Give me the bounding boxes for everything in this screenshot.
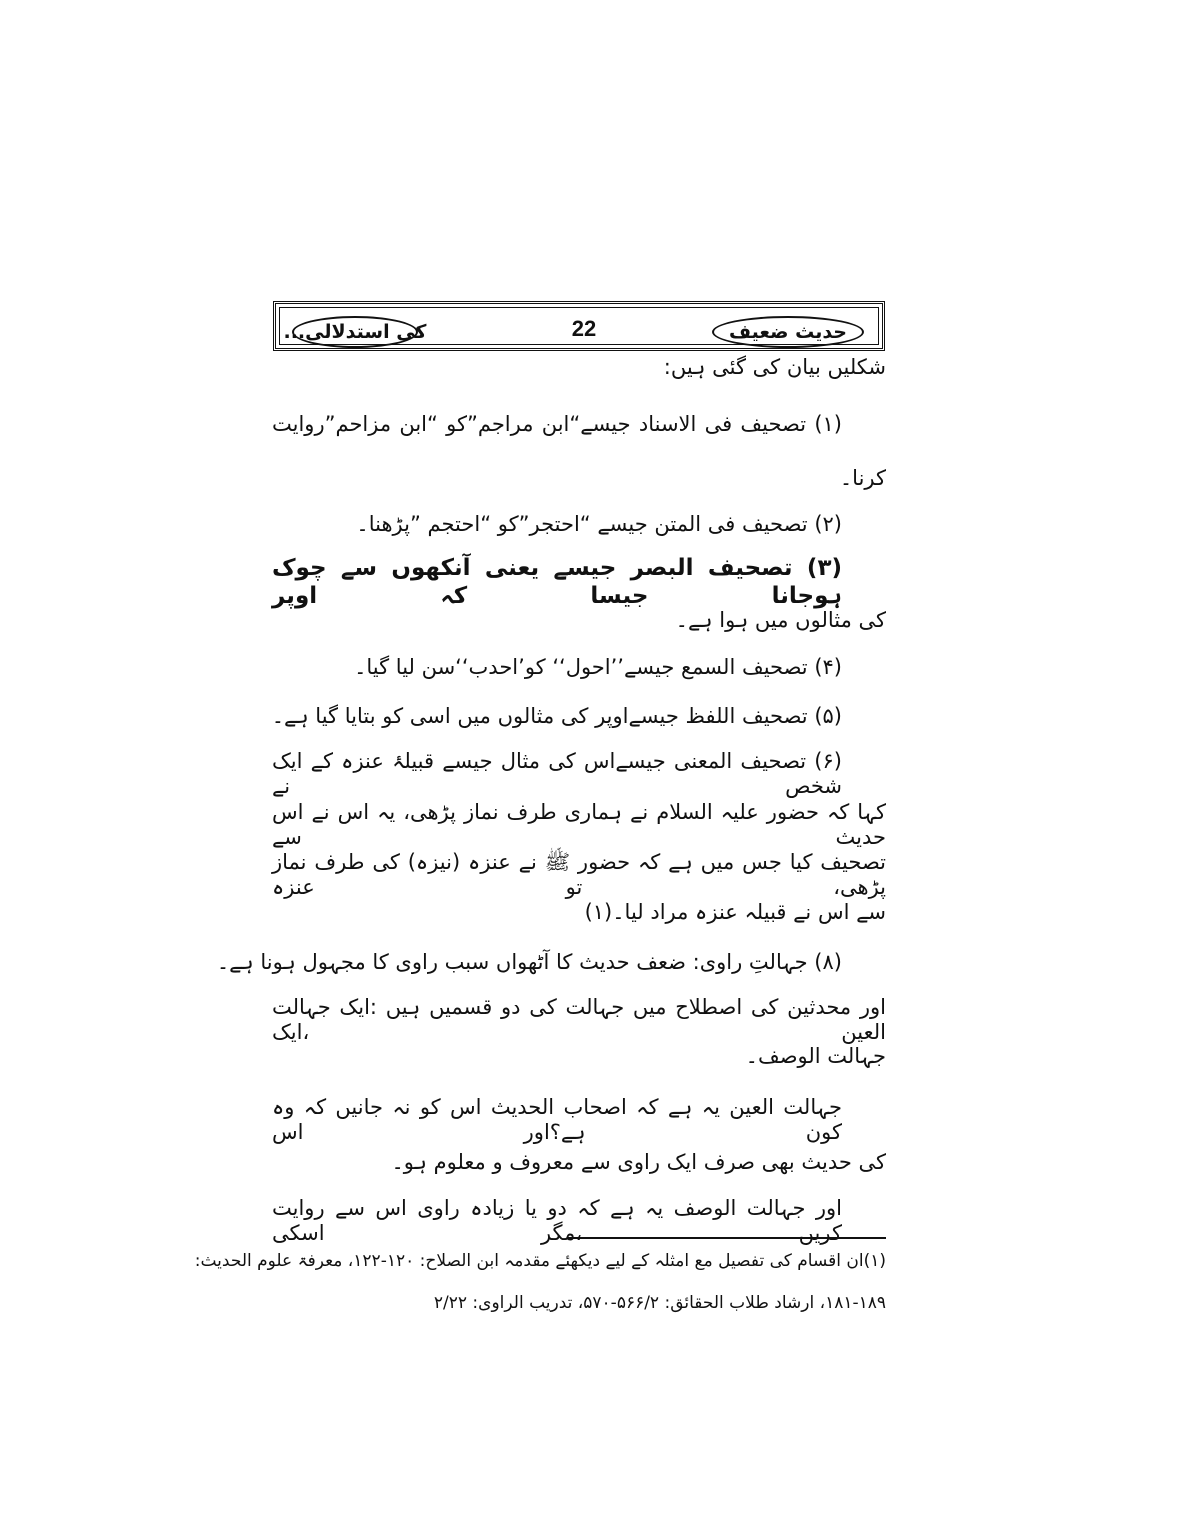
text-line: شکلیں بیان کی گئی ہیں: [663,355,886,379]
text-line: جہالت الوصف۔ [745,1044,886,1068]
text-line: کی حدیث بھی صرف ایک راوی سے معروف و معلوم ہو۔ [391,1150,886,1174]
text-line: سے اس نے قبیلہ عنزہ مراد لیا۔(۱) [584,900,886,924]
text-line: جہالت العین یہ ہے کہ اصحاب الحدیث اس کو نہ جانیں کہ وہ کون ہے؟اور اس [272,1095,842,1145]
page-number: 22 [571,316,597,341]
text-line: کہا کہ حضور علیہ السلام نے ہماری طرف نماز پڑھی، یہ اس نے اس حدیث سے [272,800,886,850]
text-line: (۲) تصحیف فی المتن جیسے “احتجر”کو “احتجم ”پڑھنا۔ [356,512,842,536]
text-line: کرنا۔ [839,466,886,490]
text-line: اور محدثین کی اصطلاح میں جہالت کی دو قسمیں ہیں :ایک جہالت العین ،ایک [272,995,886,1045]
text-line: تصحیف کیا جس میں ہے کہ حضور ﷺ نے عنزہ (نیزہ) کی طرف نماز پڑھی، تو عنزہ [272,850,886,900]
text-line: (۸) جہالتِ راوی: ضعف حدیث کا آٹھواں سبب راوی کا مجہول ہونا ہے۔ [216,950,842,974]
text-line: (۱) تصحیف فی الاسناد جیسے“ابن مراجم”کو “ابن مزاحم”روایت [272,412,842,436]
book-title-left: کی استدلالی... [292,316,418,348]
text-line: (۴) تصحیف السمع جیسے’’احول‘‘ کو’احدب‘‘سن لیا گیا۔ [354,655,842,679]
footnote-line: (۱)ان اقسام کی تفصیل مع امثلہ کے لیے دیکھئے مقدمہ ابن الصلاح: ۱۲۰-۱۲۲، معرفۃ علوم الحدیث: [194,1251,886,1271]
text-line: (۳) تصحیف البصر جیسے یعنی آنکھوں سے چوک ہوجانا جیسا کہ اوپر [272,555,842,609]
text-line: کی مثالوں میں ہوا ہے۔ [675,608,886,632]
footnote-line: ۱۸۱-۱۸۹، ارشاد طلاب الحقائق: ۵۶۶/۲-۵۷۰، تدریب الراوی: ۲/۲۲ [433,1293,886,1313]
book-title-right: حدیث ضعیف [712,316,864,348]
text-line: (۶) تصحیف المعنی جیسےاس کی مثال جیسے قبیلۂ عنزہ کے ایک شخص نے [272,749,842,799]
footnote-separator [568,1237,886,1239]
text-line: (۵) تصحیف اللفظ جیسےاوپر کی مثالوں میں اسی کو بتایا گیا ہے۔ [271,704,842,728]
text-line: اور جہالت الوصف یہ ہے کہ دو یا زیادہ راوی اس سے روایت کریں ،مگر اسکی [272,1196,842,1246]
